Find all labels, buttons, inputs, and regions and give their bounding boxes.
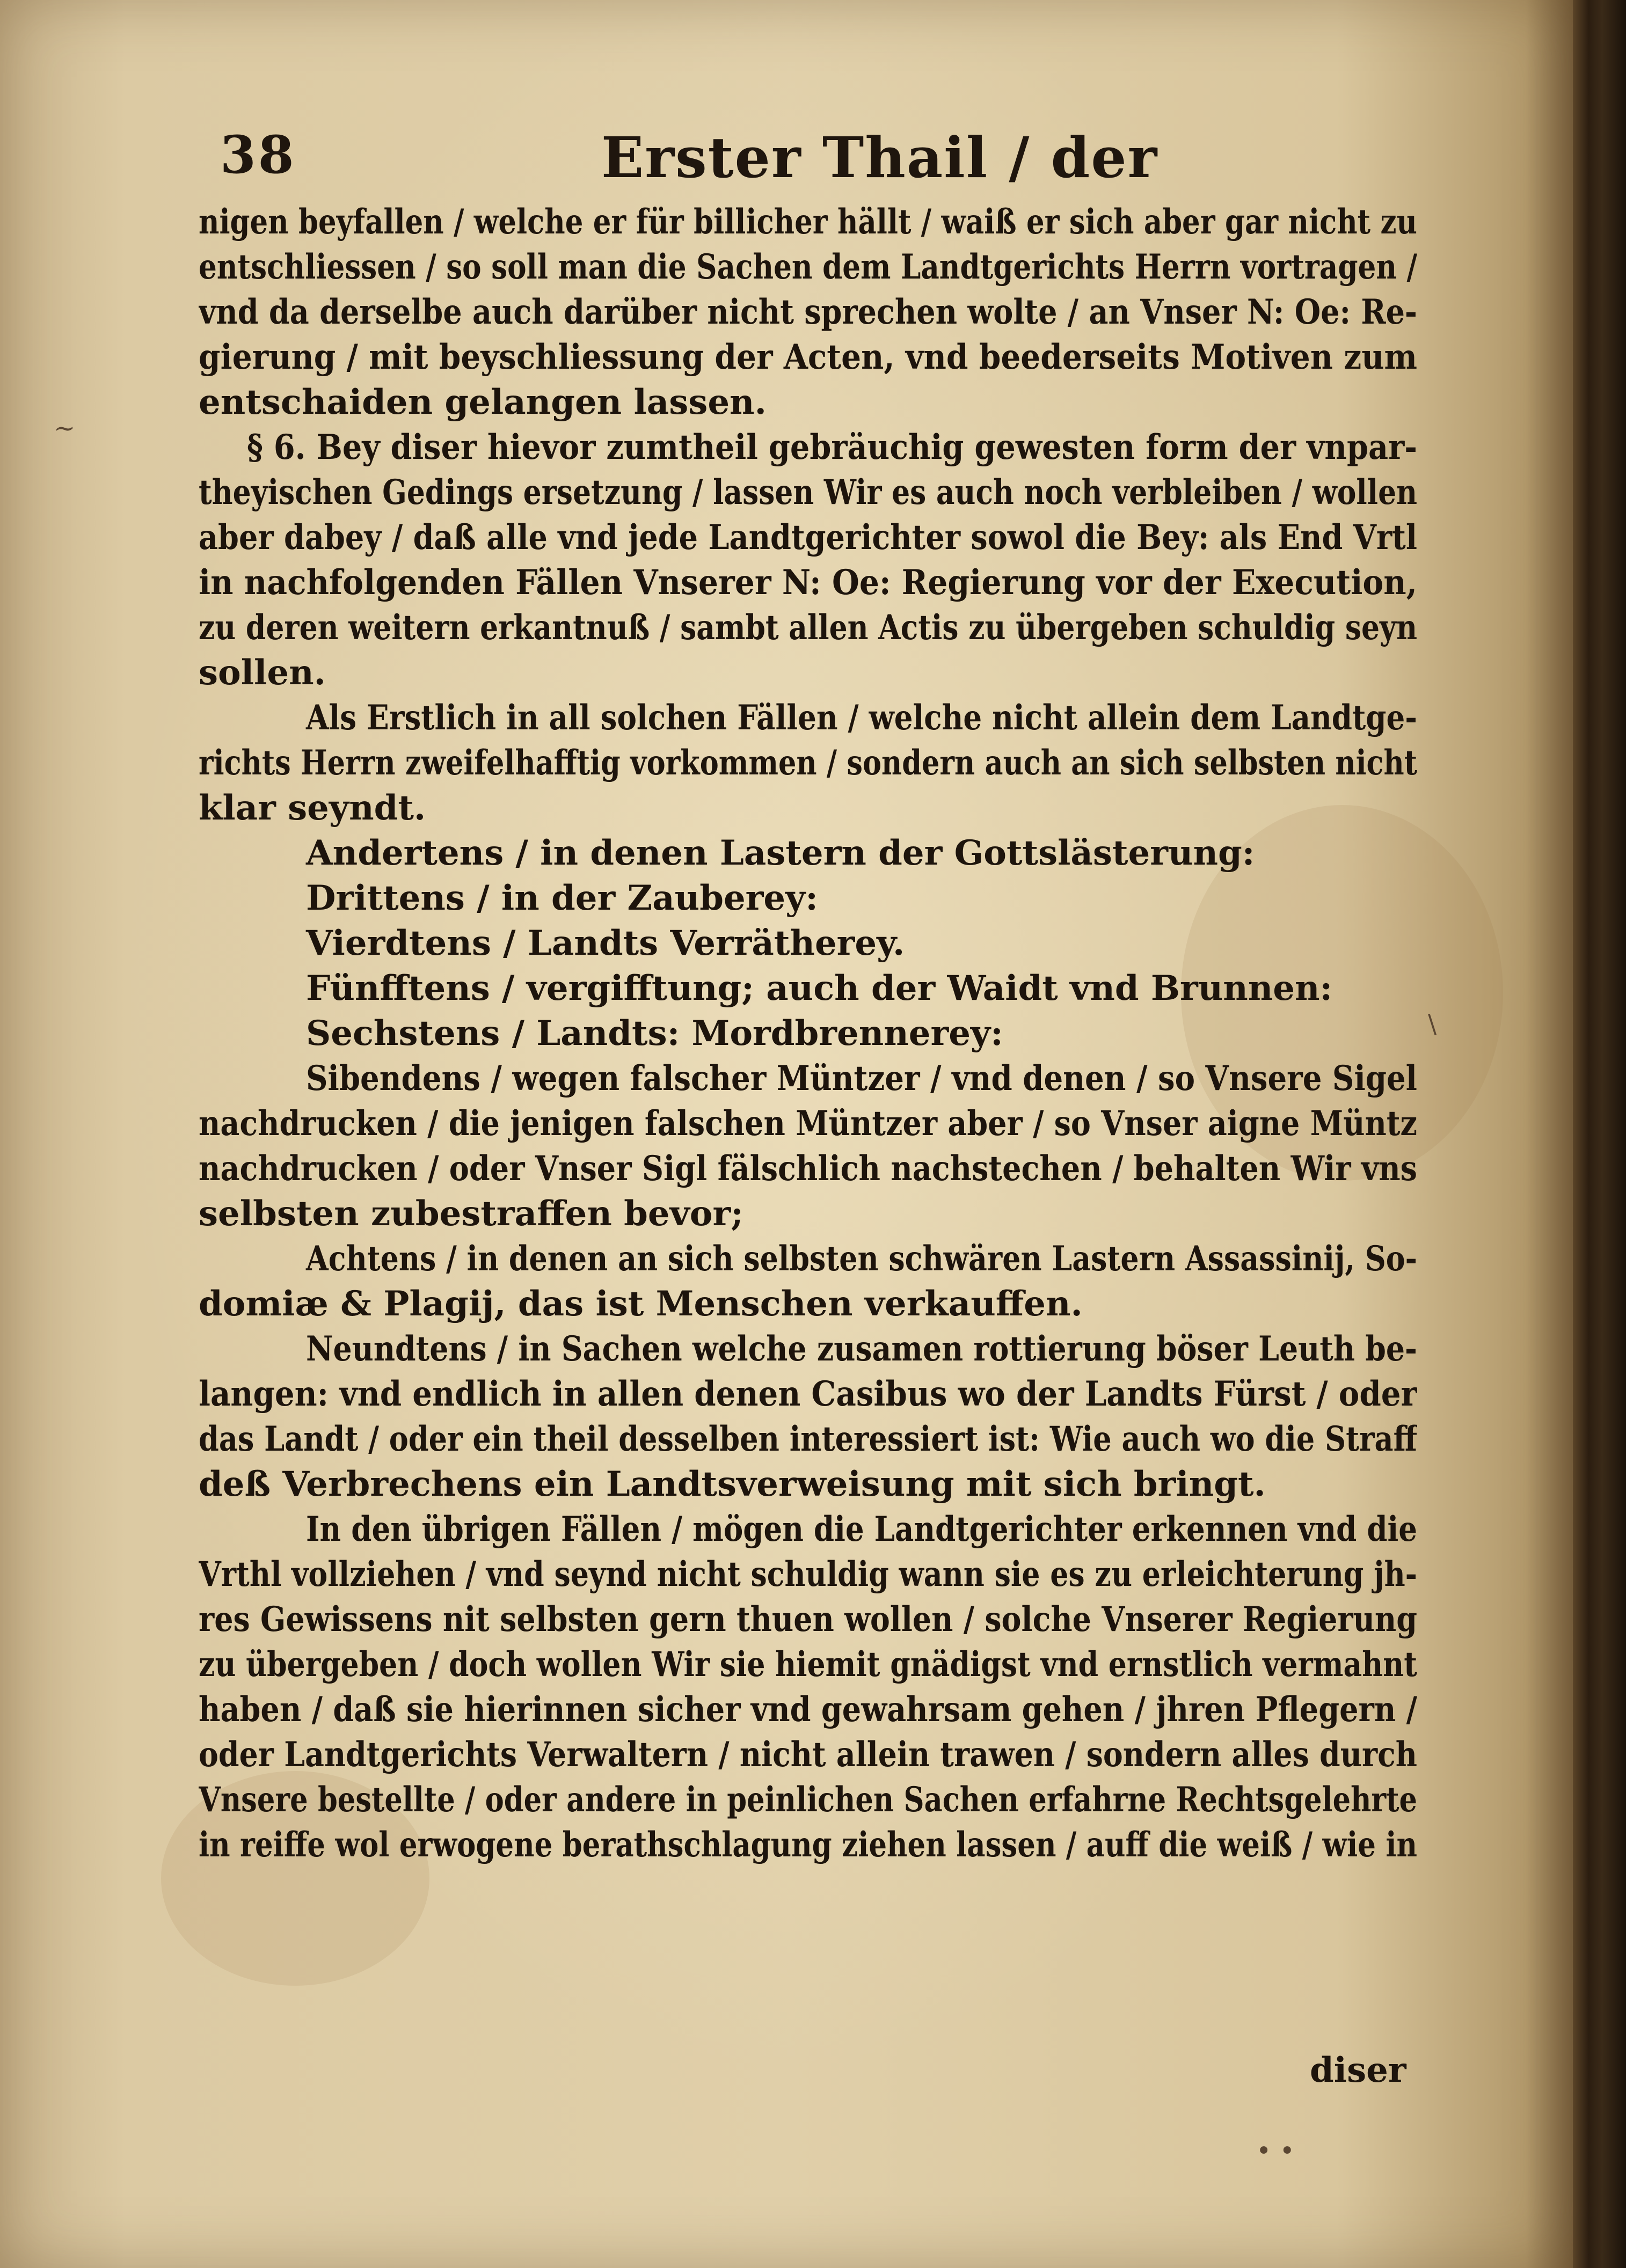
running-title: Erster Thail / der [601, 125, 1158, 191]
text-line: Vrthl vollziehen / vnd seynd nicht schuldig wann sie es zu erleichterung jh- [199, 1554, 1417, 1594]
page-number: 38 [220, 125, 296, 185]
text-line: Sechstens / Landts: Mordbrennerey: [306, 1013, 1003, 1053]
text-line: Fünfftens / vergifftung; auch der Waidt vnd Brunnen: [306, 968, 1333, 1008]
text-line: theyischen Gedings ersetzung / lassen Wir es auch noch verbleiben / wollen [199, 472, 1417, 513]
text-line: zu deren weitern erkantnuß / sambt allen Actis zu übergeben schuldig seyn [199, 608, 1417, 648]
text-line: klar seyndt. [199, 788, 426, 828]
text-line: deß Verbrechens ein Landtsverweisung mit sich bringt. [199, 1464, 1266, 1504]
bottom-dots: • • [1256, 2136, 1295, 2166]
margin-mark: \ [1428, 1009, 1437, 1039]
text-line: langen: vnd endlich in allen denen Casibus wo der Landts Fürst / oder [199, 1374, 1417, 1414]
text-line: selbsten zubestraffen bevor; [199, 1194, 743, 1234]
text-line: aber dabey / daß alle vnd jede Landtgerichter sowol die Bey: als End Vrtl [199, 517, 1417, 558]
body-text [199, 200, 1417, 1868]
text-line: domiæ & Plagij, das ist Menschen verkauffen. [199, 1284, 1083, 1324]
text-line: oder Landtgerichts Verwaltern / nicht allein trawen / sondern alles durch [199, 1735, 1417, 1775]
text-line: nachdrucken / oder Vnser Sigl fälschlich nachstechen / behalten Wir vns [199, 1148, 1417, 1189]
text-line: zu übergeben / doch wollen Wir sie hiemit gnädigst vnd ernstlich vermahnt [199, 1644, 1417, 1685]
text-line: Drittens / in der Zauberey: [306, 878, 818, 918]
text-line: richts Herrn zweifelhafftig vorkommen / sondern auch an sich selbsten nicht [199, 743, 1417, 783]
text-line: vnd da derselbe auch darüber nicht sprechen wolte / an Vnser N: Oe: Re- [199, 292, 1417, 332]
text-line: sollen. [199, 653, 326, 693]
text-line: In den übrigen Fällen / mögen die Landtgerichter erkennen vnd die [306, 1509, 1417, 1549]
margin-dash: ~ [54, 413, 76, 443]
text-line: Vierdtens / Landts Verrätherey. [306, 923, 905, 963]
book-gutter [1573, 0, 1626, 2268]
text-line: gierung / mit beyschliessung der Acten, vnd beederseits Motiven zum [199, 337, 1417, 377]
text-line: Sibendens / wegen falscher Müntzer / vnd denen / so Vnsere Sigel [306, 1058, 1417, 1099]
text-line: res Gewissens nit selbsten gern thuen wollen / solche Vnserer Regierung [199, 1599, 1417, 1640]
text-line: in nachfolgenden Fällen Vnserer N: Oe: Regierung vor der Execution, [199, 562, 1417, 603]
text-line: Vnsere bestellte / oder andere in peinlichen Sachen erfahrne Rechtsgelehrte [199, 1780, 1417, 1820]
page-header [0, 125, 1573, 205]
text-line: entschaiden gelangen lassen. [199, 382, 767, 422]
catchword: diser [1310, 2050, 1406, 2090]
text-line: das Landt / oder ein theil desselben interessiert ist: Wie auch wo die Straff [199, 1419, 1417, 1459]
text-line: § 6. Bey diser hievor zumtheil gebräuchig gewesten form der vnpar- [247, 427, 1417, 467]
text-line: Neundtens / in Sachen welche zusamen rottierung böser Leuth be- [306, 1329, 1417, 1369]
text-line: nigen beyfallen / welche er für billicher hällt / waiß er sich aber gar nicht zu [199, 202, 1417, 242]
text-line: Achtens / in denen an sich selbsten schwären Lastern Assassinij, So- [306, 1239, 1417, 1279]
text-line: haben / daß sie hierinnen sicher vnd gewahrsam gehen / jhren Pflegern / [199, 1689, 1417, 1730]
text-line: entschliessen / so soll man die Sachen dem Landtgerichts Herrn vortragen / [199, 247, 1417, 287]
text-line: in reiffe wol erwogene berathschlagung ziehen lassen / auff die weiß / wie in [199, 1825, 1417, 1865]
text-line: Als Erstlich in all solchen Fällen / welche nicht allein dem Landtge- [306, 698, 1417, 738]
text-line: nachdrucken / die jenigen falschen Müntzer aber / so Vnser aigne Müntz [199, 1103, 1417, 1144]
text-line: Andertens / in denen Lastern der Gottslästerung: [306, 833, 1255, 873]
